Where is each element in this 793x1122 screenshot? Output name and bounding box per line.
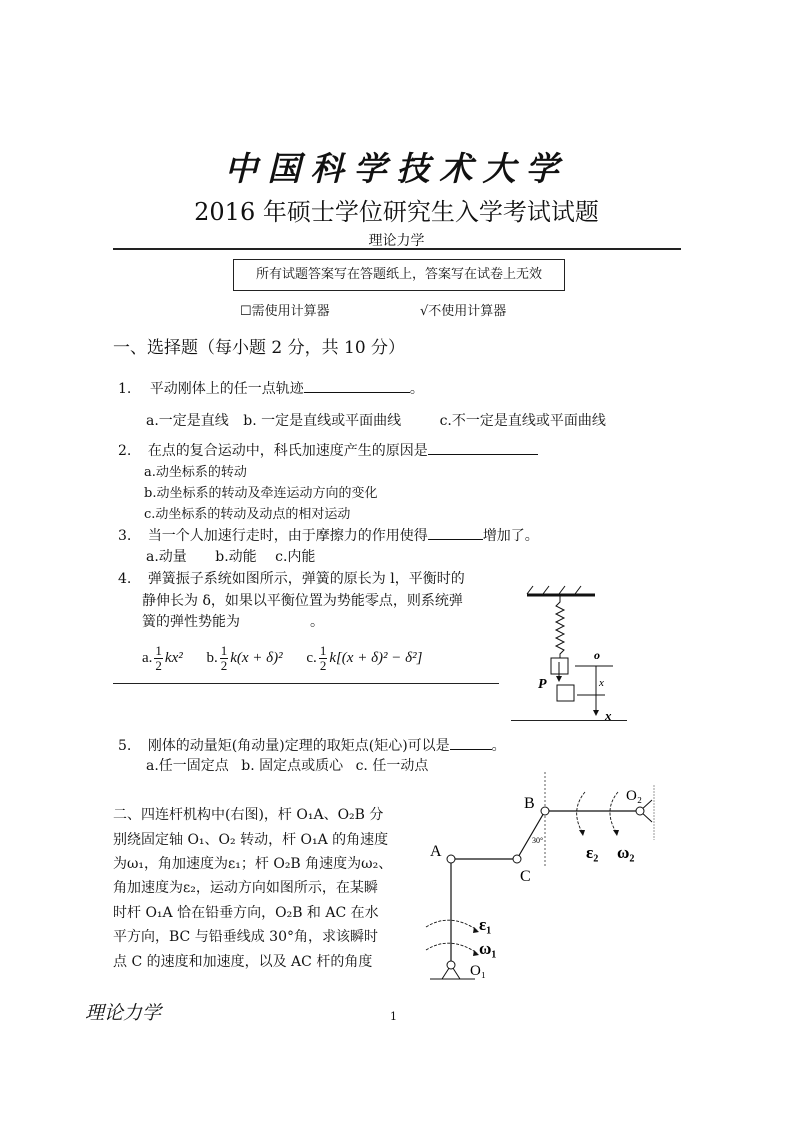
section-2-line-6: 平方向，BC 与铅垂线成 30°角，求该瞬时: [113, 929, 378, 945]
question-text: 刚体的动量矩(角动量)定理的取矩点(矩心)可以是: [147, 738, 450, 754]
university-name: 中国科学技术大学: [224, 149, 569, 188]
question-tail: 。: [310, 614, 324, 630]
section-2-line-1: 二、四连杆机构中(右图)，杆 O₁A、O₂B 分: [113, 807, 384, 823]
option-c: c.内能: [275, 549, 316, 565]
question-1-options: [146, 410, 606, 430]
notice-box: 所有试题答案写在答题纸上，答案写在试卷上无效: [233, 259, 565, 291]
section-2-line-2: 别绕固定轴 O₁、O₂ 转动，杆 O₁A 的角速度: [113, 832, 389, 848]
option-b: b. $\frac{1}{2}$ k(x + δ)²: [206, 643, 283, 673]
handwritten-subject: 理论力学: [85, 1002, 162, 1024]
label-o2: O₂: [626, 788, 643, 804]
option-a: a. $\frac{1}{2}$ kx²: [142, 643, 183, 673]
question-2: [118, 440, 538, 460]
joint-o1: [447, 961, 455, 969]
option-a: a.一定是直线: [146, 413, 229, 429]
question-number: 4.: [118, 571, 132, 587]
label-epsilon1: ε₁: [479, 915, 492, 934]
label-omega2: ω₂: [617, 843, 635, 862]
axis-label: x: [605, 708, 612, 723]
question-4-line-3: [142, 611, 324, 631]
section-1-title: 一、选择题（每小题 2 分，共 10 分）: [113, 338, 406, 358]
option-a: a.任一固定点: [146, 758, 229, 774]
omega2-arrow: [610, 792, 618, 832]
question-5-options: [146, 755, 428, 775]
calculator-option-not-required: [420, 300, 506, 319]
question-number: 2.: [118, 443, 132, 459]
question-1: [118, 378, 424, 398]
label-angle: 30°: [532, 836, 544, 845]
joint-b: [541, 807, 549, 815]
question-2-option-b: b.动坐标系的转动及牵连运动方向的变化: [144, 486, 378, 501]
question-2-option-c: c.动坐标系的转动及动点的相对运动: [144, 507, 351, 522]
four-bar-linkage-figure: [420, 770, 670, 990]
joint-a: [447, 855, 455, 863]
question-number: 1.: [118, 381, 132, 397]
option-a: a.动量: [146, 549, 187, 565]
label-omega1: ω₁: [479, 939, 497, 958]
section-2-line-5: 时杆 O₁A 恰在铅垂方向，O₂B 和 AC 在水: [113, 905, 379, 921]
displacement-label: x: [599, 677, 604, 689]
label-b: B: [524, 795, 535, 812]
epsilon2-arrow: [577, 792, 585, 832]
question-2-option-a: a.动坐标系的转动: [144, 465, 247, 480]
origin-label: o: [594, 648, 600, 662]
question-tail: 。: [409, 381, 424, 397]
answer-blank: [428, 525, 483, 540]
checkbox-unchecked-icon: ☐: [240, 304, 252, 319]
weight-label: P: [538, 677, 547, 692]
section-2-line-3: 为ω₁，角加速度为ε₁；杆 O₂B 角速度为ω₂、: [113, 856, 393, 872]
option-c: c. $\frac{1}{2}$ k[(x + δ)² − δ²]: [306, 643, 423, 673]
label-c: C: [520, 868, 531, 885]
label-a: A: [430, 843, 442, 860]
option-b: b.动能: [215, 549, 257, 565]
subject-name: 理论力学: [368, 233, 425, 249]
ceiling-hatch: [527, 586, 581, 594]
option-b: b. 一定是直线或平面曲线: [243, 413, 402, 429]
header-divider: [113, 248, 681, 250]
question-5: [118, 735, 506, 755]
question-4-options: [142, 644, 422, 673]
question-text-line-3: 簧的弹性势能为: [142, 614, 240, 630]
question-text-line-1: 弹簧振子系统如图所示，弹簧的原长为 l，平衡时的: [147, 571, 465, 587]
figure-4-divider: [511, 720, 627, 721]
joint-c: [513, 855, 521, 863]
question-text: 平动刚体上的任一点轨迹: [149, 381, 304, 397]
option-c: c. 任一动点: [355, 758, 429, 774]
answer-blank: [450, 735, 492, 750]
question-4: [118, 568, 465, 588]
answer-blank: [428, 440, 538, 455]
question-text: 在点的复合运动中，科氏加速度产生的原因是: [147, 443, 428, 459]
question-3-options: [146, 546, 315, 566]
question-tail: 。: [491, 738, 506, 754]
question-number: 5.: [118, 738, 132, 754]
page-number: 1: [390, 1010, 397, 1023]
mass-displaced: [557, 685, 574, 701]
question-tail: 增加了。: [482, 528, 539, 544]
section-2-line-4: 角加速度为ε₂，运动方向如图所示，在某瞬: [113, 880, 378, 896]
question-number: 3.: [118, 528, 132, 544]
calculator-option-required: [240, 300, 330, 319]
spring: [556, 595, 564, 658]
label-o1: O₁: [470, 963, 487, 979]
question-text: 当一个人加速行走时，由于摩擦力的作用使得: [147, 528, 428, 544]
label-epsilon2: ε₂: [586, 843, 599, 862]
section-2-line-7: 点 C 的速度和加速度，以及 AC 杆的角度: [113, 954, 373, 970]
calculator-option-label: 需使用计算器: [251, 304, 330, 319]
answer-blank: [304, 378, 410, 393]
option-c: c.不一定是直线或平面曲线: [439, 413, 606, 429]
question-4-divider: [113, 683, 499, 684]
option-b: b. 固定点或质心: [241, 758, 344, 774]
checkmark-icon: √: [420, 304, 429, 319]
joint-o2: [636, 807, 644, 815]
question-3: [118, 525, 539, 545]
exam-title: 2016 年硕士学位研究生入学考试试题: [194, 198, 599, 226]
question-4-line-2: 静伸长为 δ，如果以平衡位置为势能零点，则系统弹: [142, 593, 463, 609]
spring-oscillator-figure: [505, 570, 635, 725]
link-bc: [517, 811, 545, 859]
calculator-option-label: 不使用计算器: [428, 304, 507, 319]
